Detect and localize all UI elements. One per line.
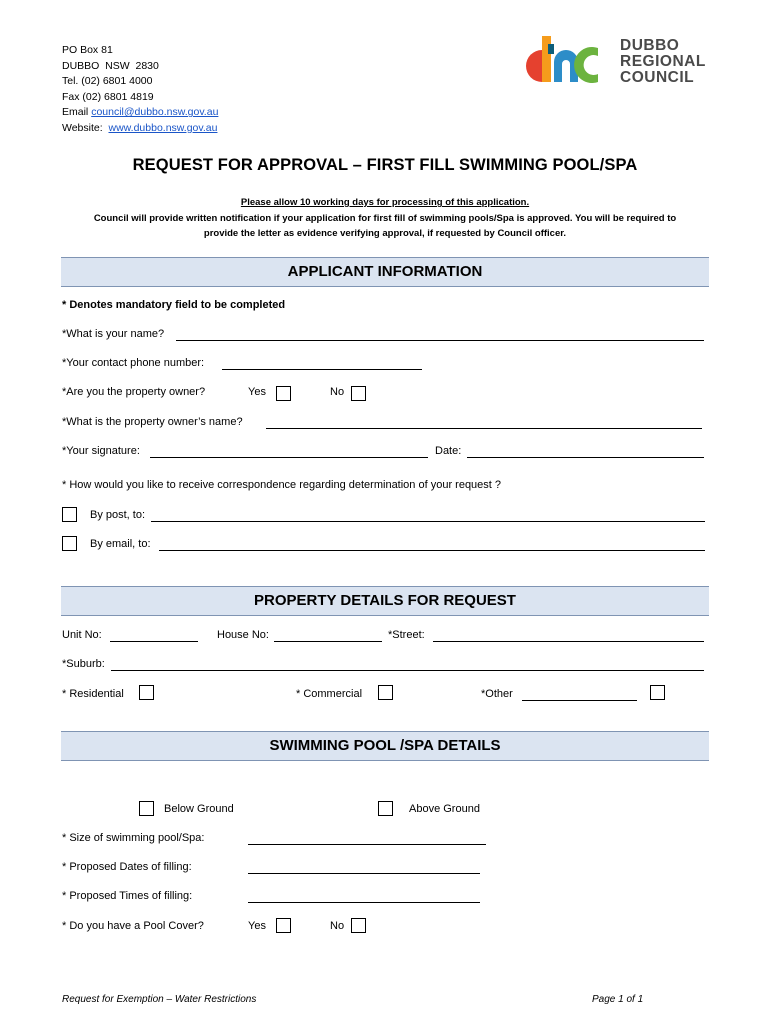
signature-label: *Your signature: <box>62 445 140 457</box>
owner-no-label: No <box>330 386 345 398</box>
email-label: Email <box>62 106 92 119</box>
above-ground-checkbox[interactable] <box>378 801 393 816</box>
cover-yes-checkbox[interactable] <box>276 918 291 933</box>
page-number: Page 1 of 1 <box>592 994 644 1005</box>
below-ground-label: Below Ground <box>164 803 234 815</box>
mandatory-note: * Denotes mandatory field to be completed <box>62 299 286 311</box>
fax: Fax (02) 6801 4819 <box>62 90 154 103</box>
section-heading-property: PROPERTY DETAILS FOR REQUEST <box>61 586 709 616</box>
pool-size-label: * Size of swimming pool/Spa: <box>62 832 205 844</box>
website-label: Website: <box>62 121 109 134</box>
email-row <box>62 105 218 121</box>
owner-yes-checkbox[interactable] <box>276 386 291 401</box>
council-logo <box>518 26 728 92</box>
street-field[interactable] <box>433 641 704 642</box>
fill-dates-label: * Proposed Dates of filling: <box>62 861 192 873</box>
owner-question-label: *Are you the property owner? <box>62 386 206 398</box>
street-label: *Street: <box>388 629 425 641</box>
processing-notice <box>40 195 730 242</box>
by-post-label: By post, to: <box>90 509 146 521</box>
below-ground-checkbox[interactable] <box>139 801 154 816</box>
contact-block <box>62 43 218 137</box>
suburb-field[interactable] <box>111 670 704 671</box>
owner-name-field[interactable] <box>266 428 702 429</box>
commercial-label: * Commercial <box>296 688 363 700</box>
suburb-label: *Suburb: <box>62 658 105 670</box>
owner-no-checkbox[interactable] <box>351 386 366 401</box>
pool-cover-label: * Do you have a Pool Cover? <box>62 920 204 932</box>
owner-name-label: *What is the property owner’s name? <box>62 416 243 428</box>
logo-line-1: DUBBO <box>620 37 680 54</box>
fill-times-label: * Proposed Times of filling: <box>62 890 193 902</box>
house-label: House No: <box>217 629 269 641</box>
date-label: Date: <box>435 445 462 457</box>
city: DUBBO NSW 2830 <box>62 59 159 72</box>
unit-field[interactable] <box>110 641 198 642</box>
logo-mark-icon <box>518 26 618 92</box>
above-ground-label: Above Ground <box>409 803 480 815</box>
commercial-checkbox[interactable] <box>378 685 393 700</box>
logo-line-2: REGIONAL <box>620 53 706 70</box>
other-checkbox[interactable] <box>650 685 665 700</box>
fill-times-field[interactable] <box>248 902 480 903</box>
email-link[interactable]: council@dubbo.nsw.gov.au <box>91 106 219 119</box>
phone-label: *Your contact phone number: <box>62 357 205 369</box>
section-heading-pool: SWIMMING POOL /SPA DETAILS <box>61 731 709 761</box>
residential-label: * Residential <box>62 688 124 700</box>
logo-text <box>620 38 706 86</box>
telephone: Tel. (02) 6801 4000 <box>62 75 153 88</box>
website-row <box>62 121 218 137</box>
name-label: *What is your name? <box>62 328 165 340</box>
po-box: PO Box 81 <box>62 44 113 56</box>
notice-line-1: Please allow 10 working days for processing of this application. <box>240 197 530 208</box>
owner-yes-label: Yes <box>248 386 266 398</box>
logo-line-3: COUNCIL <box>620 69 695 86</box>
other-field[interactable] <box>522 700 637 701</box>
unit-label: Unit No: <box>62 629 102 641</box>
residential-checkbox[interactable] <box>139 685 154 700</box>
cover-no-checkbox[interactable] <box>351 918 366 933</box>
house-field[interactable] <box>274 641 382 642</box>
notice-line-3: provide the letter as evidence verifying approval, if requested by Council officer. <box>203 228 567 239</box>
pool-size-field[interactable] <box>248 844 486 845</box>
cover-yes-label: Yes <box>248 920 266 932</box>
page-title: REQUEST FOR APPROVAL – FIRST FILL SWIMMING POOL/SPA <box>132 156 638 174</box>
correspondence-question: * How would you like to receive correspondence regarding determination of your request ? <box>62 479 502 491</box>
footer-title: Request for Exemption – Water Restrictions <box>62 994 257 1005</box>
phone-field[interactable] <box>222 369 422 370</box>
notice-line-2: Council will provide written notification if your application for first fill of swimming pools/Spa is approved. You will be required to <box>93 212 677 224</box>
other-label: *Other <box>481 688 513 700</box>
by-post-checkbox[interactable] <box>62 507 77 522</box>
by-email-field[interactable] <box>159 550 705 551</box>
date-field[interactable] <box>467 457 704 458</box>
fill-dates-field[interactable] <box>248 873 480 874</box>
website-link[interactable]: www.dubbo.nsw.gov.au <box>108 121 218 134</box>
name-field[interactable] <box>176 340 704 341</box>
by-email-label: By email, to: <box>90 538 151 550</box>
signature-field[interactable] <box>150 457 428 458</box>
cover-no-label: No <box>330 920 345 932</box>
by-post-field[interactable] <box>151 521 705 522</box>
by-email-checkbox[interactable] <box>62 536 77 551</box>
section-heading-applicant: APPLICANT INFORMATION <box>61 257 709 287</box>
